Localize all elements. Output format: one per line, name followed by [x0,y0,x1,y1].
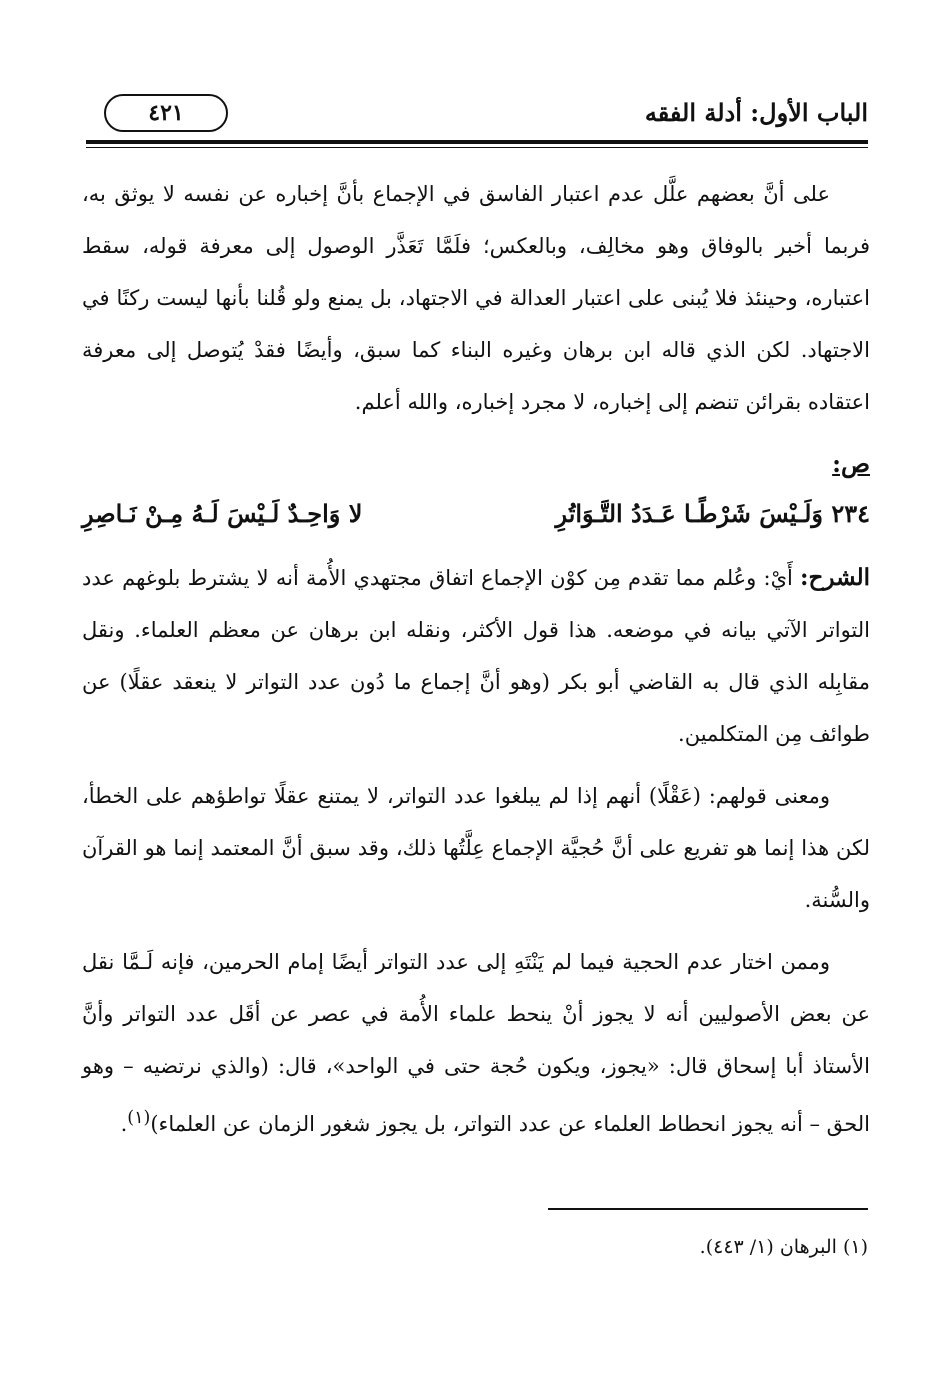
header-rule-thick [86,140,868,144]
verse-line [82,486,870,542]
footnote: (١) البرهان (١/ ٤٤٣). [699,1236,868,1258]
verse-first-half: ٢٣٤ وَلَـيْسَ شَرْطًـا عَـدَدُ التَّـوَاتُرِ [555,499,870,528]
paragraph-aqlan: ومعنى قولهم: (عَقْلًا) أنهم إذا لم يبلغوا عدد التواتر، لا يمتنع عقلًا تواطؤهم على الخطأ، لكن هذا إنما هو تفريع على أنَّ حُجيَّة الإجماع عِلَّتُها ذلك، وقد سبق أنَّ المعتمد إنما هو القرآن والسُّنة. [82,784,870,912]
footnote-rule [548,1208,868,1210]
sharh-text: أَيْ: وعُلم مما تقدم مِن كوْن الإجماع اتفاق مجتهدي الأُمة أنه لا يشترط بلوغهم عدد التواتر الآتي بيانه في موضعه. هذا قول الأكثر، ونقله ابن برهان عن معظم العلماء. ونقل مقابِله الذي قال به القاضي أبو بكر (وهو أنَّ إجماع ما دُون عدد التواتر لا ينعقد عقلًا) عن طوائف مِن المتكلمين. [82,566,870,746]
paragraph-fasiq: على أنَّ بعضهم علَّل عدم اعتبار الفاسق في الإجماع بأنَّ إخباره عن نفسه لا يوثق به، فربما أخبر بالوفاق وهو مخالِف، وبالعكس؛ فلَمَّا تَعَذَّر الوصول إلى معرفة قوله، سقط اعتباره، وحينئذ فلا يُبنى على اعتبار العدالة في الاجتهاد، بل يمنع ولو قُلنا بأنها ليست ركنًا في الاجتهاد. لكن الذي قاله ابن برهان وغيره البناء كما سبق، وأيضًا فقدْ يُتوصل إلى معرفة اعتقاده بقرائن تنضم إلى إخباره، لا مجرد إخباره، والله أعلم. [82,182,870,414]
sharh-label: الشرح: [800,564,870,591]
paragraph-imam-haramayn [82,936,870,1150]
paragraph-end-mark: . [120,1112,128,1136]
page-number: ٤٢١ [104,94,228,132]
paragraph-imam-haramayn-text: وممن اختار عدم الحجية فيما لم يَنْتَهِ إلى عدد التواتر أيضًا إمام الحرمين، فإنه لَـمَّا نقل عن بعض الأصوليين أنه لا يجوز أنْ ينحط علماء الأُمة في عصر عن أقَل عدد التواتر وأنَّ الأستاذ أبا إسحاق قال: «يجوز، ويكون حُجة حتى في الواحد»، قال: (والذي نرتضيه – وهو الحق – أنه يجوز انحطاط العلماء عن عدد التواتر، بل يجوز شغور الزمان عن العلماء) [82,950,870,1136]
paragraph-sharh [82,552,870,760]
page-body [82,168,870,1150]
running-title: الباب الأول: أدلة الفقه [644,98,868,127]
page-header [86,92,868,138]
verse-second-half: لا وَاحِـدٌ لَـيْسَ لَـهُ مِـنْ نَـاصِرِ [82,499,363,528]
footnote-ref: (١) [127,1108,151,1128]
section-marker: ص: [832,449,870,478]
header-rule-thin [86,147,868,148]
